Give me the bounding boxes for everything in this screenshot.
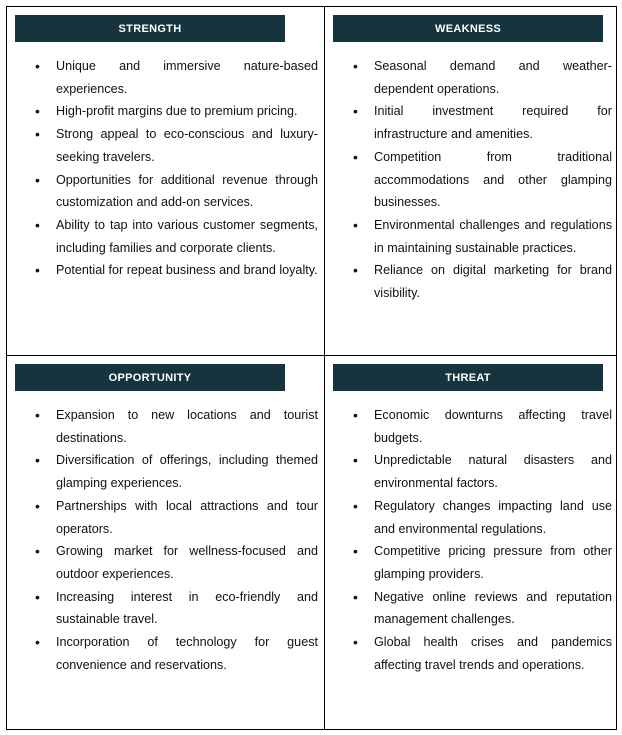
list-item: • Global health crises and pandemics affecting travel trends and operations. (374, 631, 612, 676)
strength-list (56, 55, 318, 282)
threat-list (374, 404, 612, 676)
list-item: • Regulatory changes impacting land use and environmental regulations. (374, 495, 612, 540)
strength-cell (7, 7, 324, 355)
list-item: • Unpredictable natural disasters and environmental factors. (374, 449, 612, 494)
opportunity-cell (7, 356, 324, 729)
list-item: • Increasing interest in eco-friendly and sustainable travel. (56, 586, 318, 631)
opportunity-header: OPPORTUNITY (15, 364, 285, 391)
weakness-header: WEAKNESS (333, 15, 603, 42)
list-item: • Growing market for wellness-focused and outdoor experiences. (56, 540, 318, 585)
list-item: • Unique and immersive nature-based experiences. (56, 55, 318, 100)
list-item: • Competition from traditional accommodations and other glamping businesses. (374, 146, 612, 214)
list-item: • Opportunities for additional revenue through customization and add-on services. (56, 169, 318, 214)
weakness-cell (325, 7, 616, 355)
weakness-list (374, 55, 612, 305)
opportunity-list (56, 404, 318, 676)
list-item: • Economic downturns affecting travel budgets. (374, 404, 612, 449)
threat-header: THREAT (333, 364, 603, 391)
list-item: • High-profit margins due to premium pricing. (56, 100, 318, 123)
list-item: • Incorporation of technology for guest convenience and reservations. (56, 631, 318, 676)
list-item: • Expansion to new locations and tourist destinations. (56, 404, 318, 449)
list-item: • Negative online reviews and reputation management challenges. (374, 586, 612, 631)
list-item: • Environmental challenges and regulations in maintaining sustainable practices. (374, 214, 612, 259)
list-item: • Ability to tap into various customer segments, including families and corporate clients. (56, 214, 318, 259)
list-item: • Reliance on digital marketing for brand visibility. (374, 259, 612, 304)
list-item: • Partnerships with local attractions and tour operators. (56, 495, 318, 540)
list-item: • Diversification of offerings, including themed glamping experiences. (56, 449, 318, 494)
strength-header: STRENGTH (15, 15, 285, 42)
list-item: • Potential for repeat business and brand loyalty. (56, 259, 318, 282)
list-item: • Seasonal demand and weather-dependent operations. (374, 55, 612, 100)
threat-cell (325, 356, 616, 729)
list-item: • Initial investment required for infrastructure and amenities. (374, 100, 612, 145)
list-item: • Competitive pricing pressure from other glamping providers. (374, 540, 612, 585)
swot-table (6, 6, 617, 730)
list-item: • Strong appeal to eco-conscious and luxury-seeking travelers. (56, 123, 318, 168)
